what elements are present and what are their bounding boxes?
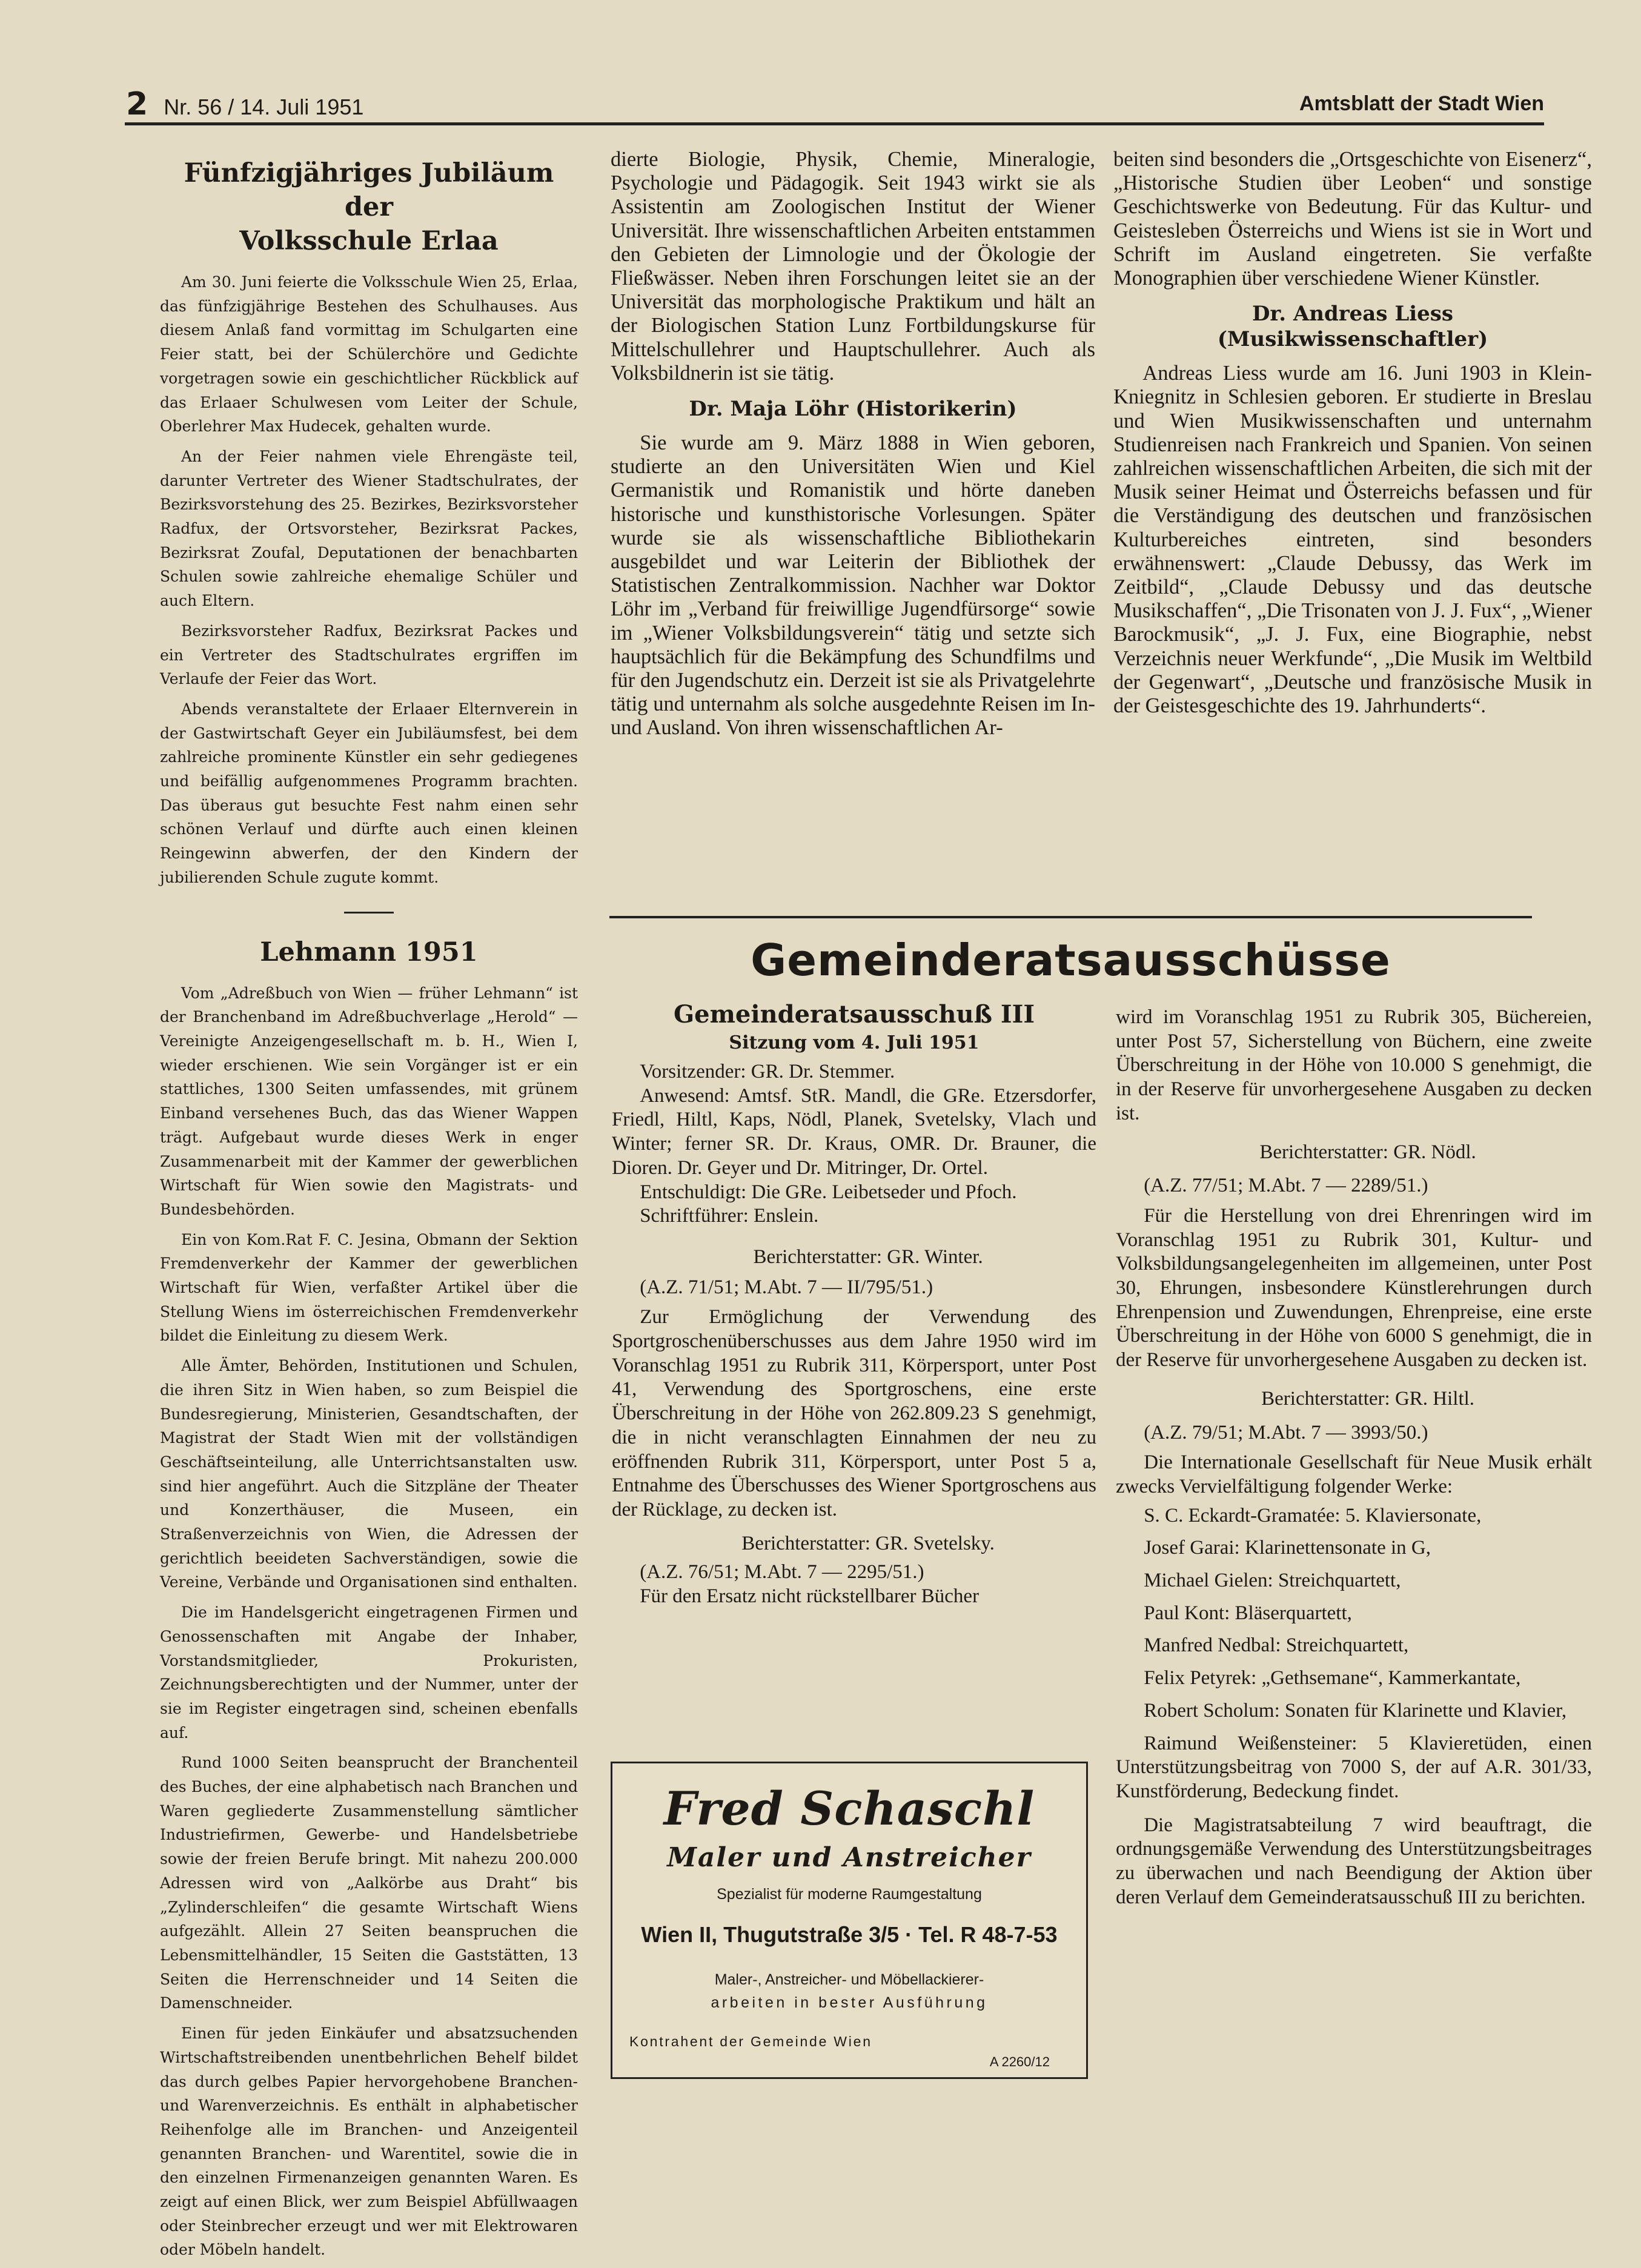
lehmann-title: Lehmann 1951 xyxy=(260,937,478,967)
chairman: Vorsitzender: GR. Dr. Stemmer. xyxy=(640,1061,895,1083)
ad-contractor: Kontrahent der Gemeinde Wien xyxy=(629,2034,872,2049)
reporter: Berichterstatter: GR. Svetelsky. xyxy=(741,1532,995,1554)
reporter: Berichterstatter: GR. Hiltl. xyxy=(1261,1387,1475,1410)
file-reference: (A.Z. 71/51; M.Abt. 7 — II/795/51.) xyxy=(640,1276,933,1298)
page-header-left xyxy=(126,86,363,122)
resolution-text: Für die Herstellung von drei Ehrenringen wird im Voranschlag 1951 zu Rubrik 301, Kultur- und Volksbildungsangelegenheiten im allgemeinen, unter Post 30, Ehrungen, insbesondere Künstlerehrungen durch Ehrenpension und Zuwendungen, Ehrenpreise, eine erste Überschreitung in der Höhe von 6000 S genehmigt, die in der Reserve für unvorhergesehene Ausgaben zu decken ist. xyxy=(1116,1204,1592,1371)
file-reference: (A.Z. 76/51; M.Abt. 7 — 2295/51.) xyxy=(640,1561,924,1583)
page-number: 2 xyxy=(126,86,148,122)
erlaa-title: Fünfzigjähriges Jubiläum der Volksschule Erlaa xyxy=(184,158,554,256)
header-rule xyxy=(125,122,1544,125)
works-item: Robert Scholum: Sonaten für Klarinette und Klavier, xyxy=(1144,1699,1567,1722)
works-item: Paul Kont: Bläserquartett, xyxy=(1144,1602,1352,1624)
loehr-paragraph: Sie wurde am 9. März 1888 in Wien geboren, studierte an den Universitäten Wien und Kiel Germanistik und Romanistik und hörte daneben historische und kunsthistorische Vorlesungen. Später wurde sie als wissenschaftliche Bibliothekarin ausgebildet und war Leiterin der Bibliothek der Statistischen Zentralkommission. Nachher war Doktor Löhr im „Verband für freiwillige Jugendfürsorge“ sowie im „Wiener Volksbildungsverein“ tätig und setzte sich hauptsächlich für die Bekämpfung des Schundfilms und für den Jugendschutz ein. Derzeit ist sie als Privatgelehrte tätig und unternahm als solche ausgedehnte Reisen im In- und Ausland. Von ihren wissenschaftlichen Ar- xyxy=(611,431,1095,740)
file-reference: (A.Z. 79/51; M.Abt. 7 — 3993/50.) xyxy=(1144,1421,1428,1444)
lehmann-paragraph: Rund 1000 Seiten beansprucht der Branchenteil des Buches, der eine alphabetisch nach Branchen und Waren gegliederte Zusammenstellung sämtlicher Industriefirmen, Gewerbe- und Handelsbetriebe sowie der freien Berufe bringt. Mit nahezu 200.000 Adressen wird von „Aalkörbe aus Draht“ bis „Zylinderschleifen“ die gesamte Wirtschaft Wiens aufgezählt. Allein 27 Seiten beanspruchen die Lebensmittelhändler, 15 Seiten die Gaststätten, 13 Seiten die Herrenschneider und 14 Seiten die Damenschneider. xyxy=(160,1754,578,2012)
gr-left-column xyxy=(612,1000,1096,1609)
erlaa-paragraph: Abends veranstaltete der Erlaaer Elternverein in der Gastwirtschaft Geyer ein Jubiläumsfest, bei dem zahlreiche prominente Künstler ein sehr gediegenes und beifällig aufgenommenes Programm brachten. Das überaus gut besuchte Fest nahm einen sehr schönen Verlauf und dürfte auch einen kleinen Reingewinn abwerfen, der den Kindern der jubilierenden Schule zugute kommt. xyxy=(160,700,578,886)
works-list xyxy=(1116,1504,1592,1723)
lehmann-paragraph: Alle Ämter, Behörden, Institutionen und Schulen, die ihren Sitz in Wien haben, so zum Beispiel die Bundesregierung, Ministerien, Gesandtschaften, der Magistrat der Stadt Wien mit der vollständigen Geschäftseinteilung, alle Unterrichtsanstalten usw. sind hier angeführt. Auch die Sitzpläne der Theater und Konzerthäuser, die Museen, ein Straßenverzeichnis von Wien, die Adressen der gerichtlich beeideten Sachverständigen, sowie die Vereine, Verbände und Organisationen sind enthalten. xyxy=(160,1357,578,1591)
ad-trade: Maler und Anstreicher xyxy=(667,1842,1032,1873)
erlaa-paragraph: Am 30. Juni feierte die Volksschule Wien 25, Erlaa, das fünfzigjährige Bestehen des Schulhauses. Aus diesem Anlaß fand vormittag im Schulgarten eine Feier statt, bei der Schülerchöre und Gedichte vorgetragen sowie ein geschichtlicher Rückblick auf das Erlaaer Schulwesen vom Leiter der Schule, Oberlehrer Max Hudecek, gehalten wurde. xyxy=(160,273,578,436)
ad-address: Wien II, Thugutstraße 3/5 · Tel. R 48-7-53 xyxy=(641,1922,1058,1947)
lehmann-paragraph: Einen für jeden Einkäufer und absatzsuchenden Wirtschaftstreibenden unentbehrlichen Behelf bildet das durch gelbes Papier hervorgehobene Branchen- und Warenverzeichnis. Es enthält in alphabetischer Reihenfolge alle im Branchen- und Anzeigenteil genannten Branchen- und Warentitel, sowie die in den einzelnen Firmenanzeigen genannten Waren. Es zeigt auf einen Blick, wer zum Beispiel Abfüllwaagen oder Steinbrecher erzeugt und wer mit Elektrowaren oder Möbeln handelt. xyxy=(160,2024,578,2259)
committee-title: Gemeinderatsausschuß III xyxy=(673,1000,1035,1029)
attendees: Anwesend: Amtsf. StR. Mandl, die GRe. Etzersdorfer, Friedl, Hiltl, Kaps, Nödl, Planek, Svetelsky, Vlach und Winter; ferner SR. Dr. Kraus, OMR. Dr. Brauner, die Dioren. Dr. Geyer und Dr. Mitringer, Dr. Ortel. xyxy=(612,1084,1096,1179)
lehmann-paragraph: Ein von Kom.Rat F. C. Jesina, Obmann der Sektion Fremdenverkehr der Kammer der gewerblichen Wirtschaft für Wien, verfaßter Artikel über die Stellung Wiens im österreichischen Fremdenverkehr bildet die Einleitung zu diesem Werk. xyxy=(160,1230,578,1345)
ad-specialist: Spezialist für moderne Raumgestaltung xyxy=(717,1886,982,1903)
secretary: Schriftführer: Enslein. xyxy=(640,1205,819,1227)
reporter: Berichterstatter: GR. Nödl. xyxy=(1259,1141,1476,1163)
erlaa-paragraph: An der Feier nahmen viele Ehrengäste teil, darunter Vertreter des Wiener Stadtschulrates, der Bezirksvorstehung des 25. Bezirkes, Bezirksvorsteher Radfux, der Ortsvorsteher, Bezirksrat Packes, Bezirksrat Zoufal, Deputationen der benachbarten Schulen sowie zahlreiche ehemalige Schüler und auch Eltern. xyxy=(160,447,578,610)
works-item: Felix Petyrek: „Gethsemane“, Kammerkantate, xyxy=(1144,1667,1521,1689)
resolution-text: Für den Ersatz nicht rückstellbarer Bücher xyxy=(640,1585,980,1608)
gr-right-column xyxy=(1116,1006,1592,1910)
erlaa-paragraph: Bezirksvorsteher Radfux, Bezirksrat Packes und ein Vertreter des Stadtschulrates ergriffen im Verlaufe der Feier das Wort. xyxy=(160,622,578,688)
section-heading: Gemeinderatsausschüsse xyxy=(751,935,1391,986)
loehr-continuation: beiten sind besonders die „Ortsgeschichte von Eisenerz“, „Historische Studien über Leoben“ und sonstige Geschichtswerke von Bedeutung. Für das Kultur- und Geistesleben Österreichs und Wiens ist sie in Wort und Schrift im Ausland eingetreten. Sie verfaßte Monographien über verschiedene Wiener Künstler. xyxy=(1113,148,1592,290)
column-2 xyxy=(611,148,1095,740)
works-item: S. C. Eckardt-Gramatée: 5. Klaviersonate, xyxy=(1144,1504,1482,1527)
article-separator xyxy=(344,912,394,913)
ad-services: Maler-, Anstreicher- und Möbellackierer- arbeiten in bester Ausführung xyxy=(711,1971,988,2011)
resolution-text: Die Internationale Gesellschaft für Neue Musik erhält zwecks Vervielfältigung folgender Werke: xyxy=(1116,1451,1592,1497)
resolution-text: Die Magistratsabteilung 7 wird beauftragt, die ordnungsgemäße Verwendung des Unterstützungsbeitrages zu überwachen und nach Beendigung der Aktion über deren Verlauf dem Gemeinderatsausschuß III zu berichten. xyxy=(1116,1814,1592,1908)
reporter: Berichterstatter: GR. Winter. xyxy=(753,1245,983,1268)
liess-paragraph: Andreas Liess wurde am 16. Juni 1903 in Klein-Kniegnitz in Schlesien geboren. Er studierte in Breslau und Wien Musikwissenschaften und unternahm Studienreisen nach Frankreich und Spanien. Von seinen zahlreichen wissenschaftlichen Arbeiten, die sich mit der Musik seiner Heimat und Österreichs befassen und für die Verständigung des deutschen und französischen Kulturbereiches eintreten, sind besonders erwähnenswert: „Claude Debussy, das Werk im Zeitbild“, „Claude Debussy und das deutsche Musikschaffen“, „Die Trisonaten von J. J. Fux“, „Wiener Barockmusik“, „J. J. Fux, eine Biographie, nebst Verzeichnis neuer Werkfunde“, „Die Musik im Weltbild der Gegenwart“, „Deutsche und französische Musik in der Geistesgeschichte des 19. Jahrhunderts“. xyxy=(1113,362,1592,718)
liess-title: Dr. Andreas Liess (Musikwissenschaftler) xyxy=(1217,302,1488,352)
hofer-continuation: dierte Biologie, Physik, Chemie, Mineralogie, Psychologie und Pädagogik. Seit 1943 wirkt sie als Assistentin am Zoologischen Institut der Wiener Universität. Ihre wissenschaftlichen Arbeiten entstammen den Gebieten der Limnologie und der Ökologie der Fließwässer. Neben ihren Forschungen leitet sie an der Universität das morphologische Praktikum und hält an der Biologischen Station Lunz Fortbildungskurse für Mittelschullehrer und Hauptschullehrer. Auch als Volksbildnerin ist sie tätig. xyxy=(611,148,1095,385)
publication-name: Amtsblatt der Stadt Wien xyxy=(1299,92,1544,115)
column-3 xyxy=(1113,148,1592,718)
file-reference: (A.Z. 77/51; M.Abt. 7 — 2289/51.) xyxy=(1144,1175,1428,1197)
ad-company-name: Fred Schaschl xyxy=(663,1782,1035,1835)
issue-date: Nr. 56 / 14. Juli 1951 xyxy=(164,94,364,119)
ad-code: A 2260/12 xyxy=(989,2054,1050,2069)
column-1 xyxy=(160,156,578,2268)
works-item: Josef Garai: Klarinettensonate in G, xyxy=(1144,1537,1431,1559)
lehmann-paragraph: Vom „Adreßbuch von Wien — früher Lehmann“ ist der Branchenband im Adreßbuchverlage „Herold“ — Vereinigte Anzeigengesellschaft m. b. H., Wien I, wieder erschienen. Wie sein Vorgänger ist er ein stattliches, 1300 Seiten umfassendes, mit grünem Einband versehenes Buch, das das Wiener Wappen trägt. Aufgebaut wurde dieses Werk in enger Zusammenarbeit mit der Kammer der gewerblichen Wirtschaft für Wien sowie den Magistrats- und Bundesbehörden. xyxy=(160,984,578,1218)
loehr-title: Dr. Maja Löhr (Historikerin) xyxy=(689,397,1017,422)
works-item: Michael Gielen: Streichquartett, xyxy=(1144,1570,1401,1592)
resolution-text: wird im Voranschlag 1951 zu Rubrik 305, Büchereien, unter Post 57, Sicherstellung von Büchern, eine zweite Überschreitung in der Höhe von 10.000 S genehmigt, die in der Reserve für unvorhergesehene Ausgaben zu decken ist. xyxy=(1116,1006,1592,1124)
advertisement-box xyxy=(611,1762,1088,2079)
lehmann-paragraph: Die im Handelsgericht eingetragenen Firmen und Genossenschaften mit Angabe der Inhaber, Vorstandsmitglieder, Prokuristen, Zeichnungsberechtigten und der Nummer, unter der sie im Register eingetragen sind, scheinen ebenfalls auf. xyxy=(160,1603,578,1742)
resolution-text: Raimund Weißensteiner: 5 Klavieretüden, einen Unterstützungsbeitrag von 7000 S, der auf A.R. 301/33, Kunstförderung, Bedeckung findet. xyxy=(1116,1732,1592,1802)
session-date: Sitzung vom 4. Juli 1951 xyxy=(729,1032,980,1053)
section-rule xyxy=(609,916,1532,918)
excused: Entschuldigt: Die GRe. Leibetseder und Pfoch. xyxy=(640,1181,1017,1203)
resolution-text: Zur Ermöglichung der Verwendung des Sportgroschenüberschusses aus dem Jahre 1950 wird im Voranschlag 1951 zu Rubrik 311, Körpersport, unter Post 41, Verwendung des Sportgroschens, eine erste Überschreitung in der Höhe von 262.809.23 S genehmigt, die in nicht veranschlagten Einnahmen der neu zu eröffnenden Rubrik 311, Körpersport, unter Post 5 a, Entnahme des Überschusses des Wiener Sportgroschens aus der Rücklage, zu decken ist. xyxy=(612,1306,1096,1520)
works-item: Manfred Nedbal: Streichquartett, xyxy=(1144,1634,1409,1657)
